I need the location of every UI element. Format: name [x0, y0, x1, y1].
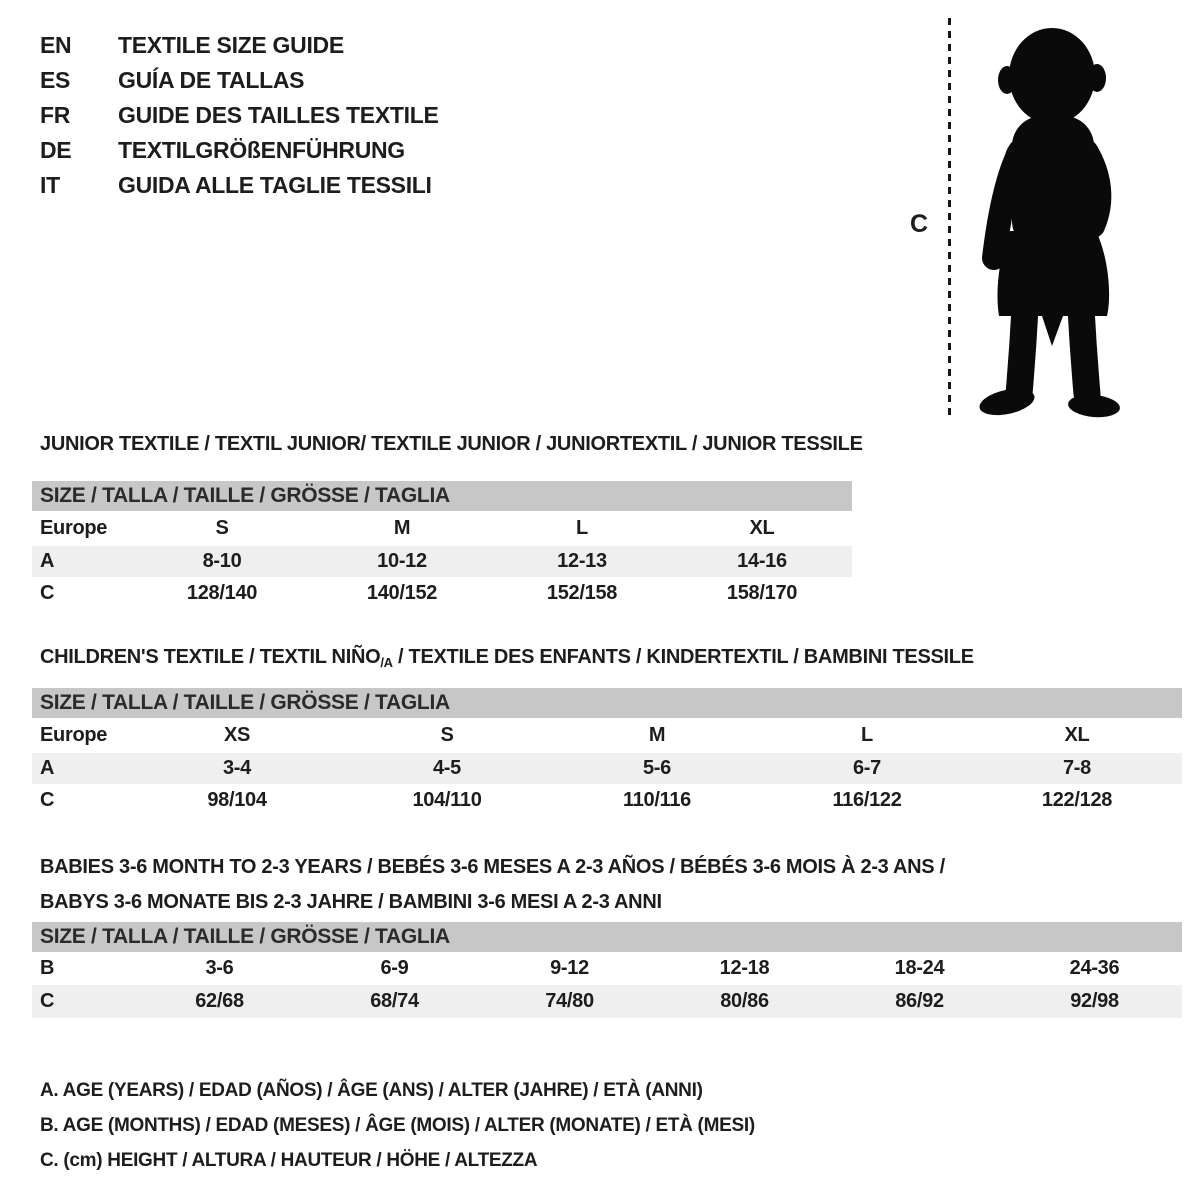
table-cell: 128/140	[186, 582, 258, 604]
table-cell: 4-5	[342, 753, 552, 784]
children-title-main: CHILDREN'S TEXTILE / TEXTIL NIÑO	[40, 646, 381, 668]
babies-section-title	[40, 850, 945, 920]
children-size-table	[32, 688, 1182, 817]
column-header: XL	[1064, 724, 1090, 746]
row-label: C	[32, 985, 132, 1018]
table-cell: 12-18	[719, 957, 770, 979]
region-label: Europe	[40, 517, 108, 539]
table-cell: 122/128	[1041, 789, 1113, 811]
size-header-bar: SIZE / TALLA / TAILLE / GRÖSSE / TAGLIA	[32, 481, 852, 511]
row-label: B	[40, 957, 55, 979]
row-label: C	[40, 582, 55, 604]
column-header: S	[440, 724, 454, 746]
column-header: L	[576, 517, 588, 539]
junior-size-table	[32, 481, 852, 610]
table-cell: 152/158	[546, 582, 618, 604]
language-row	[40, 168, 439, 203]
babies-size-table	[32, 922, 1182, 1018]
table-cell: 8-10	[132, 546, 312, 577]
table-cell: 140/152	[366, 582, 438, 604]
table-cell: 5-6	[552, 753, 762, 784]
table-cell: 7-8	[972, 753, 1182, 784]
column-header: XL	[749, 517, 775, 539]
row-label: A	[32, 546, 132, 577]
children-title-subscript: /A	[380, 655, 393, 670]
row-label: A	[32, 753, 132, 784]
table-cell: 68/74	[307, 985, 482, 1018]
language-row	[40, 63, 439, 98]
legend-line-b: B. AGE (MONTHS) / EDAD (MESES) / ÂGE (MOIS) / ALTER (MONATE) / ETÀ (MESI)	[40, 1114, 755, 1136]
children-section-title	[40, 646, 974, 670]
language-code: IT	[40, 172, 60, 198]
size-header-bar: SIZE / TALLA / TAILLE / GRÖSSE / TAGLIA	[32, 688, 1182, 718]
legend	[40, 1073, 755, 1178]
language-code: FR	[40, 102, 71, 128]
table-cell: 6-7	[762, 753, 972, 784]
children-title-rest: / TEXTILE DES ENFANTS / KINDERTEXTIL / BAMBINI TESSILE	[392, 646, 974, 668]
language-code: EN	[40, 32, 72, 58]
table-cell: 10-12	[312, 546, 492, 577]
table-cell: 62/68	[132, 985, 307, 1018]
legend-line-c: C. (cm) HEIGHT / ALTURA / HAUTEUR / HÖHE / ALTEZZA	[40, 1149, 538, 1171]
table-cell: 9-12	[550, 957, 589, 979]
guide-title: TEXTILE SIZE GUIDE	[118, 32, 344, 58]
table-cell: 14-16	[672, 546, 852, 577]
guide-title: GUÍA DE TALLAS	[118, 67, 305, 93]
column-header: L	[861, 724, 873, 746]
table-cell: 98/104	[207, 789, 267, 811]
toddler-silhouette-icon	[962, 16, 1142, 420]
legend-line-a: A. AGE (YEARS) / EDAD (AÑOS) / ÂGE (ANS) / ALTER (JAHRE) / ETÀ (ANNI)	[40, 1079, 703, 1101]
column-header: XS	[223, 724, 251, 746]
babies-title-line1: BABIES 3-6 MONTH TO 2-3 YEARS / BEBÉS 3-6 MESES A 2-3 AÑOS / BÉBÉS 3-6 MOIS À 2-3 ANS /	[40, 856, 945, 878]
column-header: S	[215, 517, 229, 539]
table-cell: 18-24	[894, 957, 945, 979]
table-cell: 92/98	[1007, 985, 1182, 1018]
table-cell: 24-36	[1069, 957, 1120, 979]
column-header: M	[393, 517, 411, 539]
table-cell: 158/170	[726, 582, 798, 604]
table-cell: 3-6	[205, 957, 234, 979]
table-cell: 6-9	[380, 957, 409, 979]
height-dashed-line	[948, 18, 951, 415]
size-header-bar: SIZE / TALLA / TAILLE / GRÖSSE / TAGLIA	[32, 922, 1182, 952]
language-code: DE	[40, 137, 72, 163]
table-cell: 3-4	[132, 753, 342, 784]
table-cell: 86/92	[832, 985, 1007, 1018]
region-label: Europe	[40, 724, 108, 746]
language-row	[40, 133, 439, 168]
language-row	[40, 28, 439, 63]
babies-title-line2: BABYS 3-6 MONATE BIS 2-3 JAHRE / BAMBINI 3-6 MESI A 2-3 ANNI	[40, 891, 662, 913]
table-cell: 74/80	[482, 985, 657, 1018]
language-row	[40, 98, 439, 133]
guide-title: TEXTILGRÖßENFÜHRUNG	[118, 137, 405, 163]
height-marker-label: C	[910, 210, 928, 238]
language-title-list	[40, 28, 439, 203]
table-cell: 80/86	[657, 985, 832, 1018]
table-cell: 116/122	[832, 789, 902, 811]
junior-section-title: JUNIOR TEXTILE / TEXTIL JUNIOR/ TEXTILE JUNIOR / JUNIORTEXTIL / JUNIOR TESSILE	[40, 433, 863, 455]
guide-title: GUIDA ALLE TAGLIE TESSILI	[118, 172, 432, 198]
table-cell: 104/110	[412, 789, 482, 811]
guide-title: GUIDE DES TAILLES TEXTILE	[118, 102, 439, 128]
row-label: C	[40, 789, 55, 811]
table-cell: 12-13	[492, 546, 672, 577]
language-code: ES	[40, 67, 71, 93]
table-cell: 110/116	[623, 789, 691, 811]
column-header: M	[648, 724, 666, 746]
